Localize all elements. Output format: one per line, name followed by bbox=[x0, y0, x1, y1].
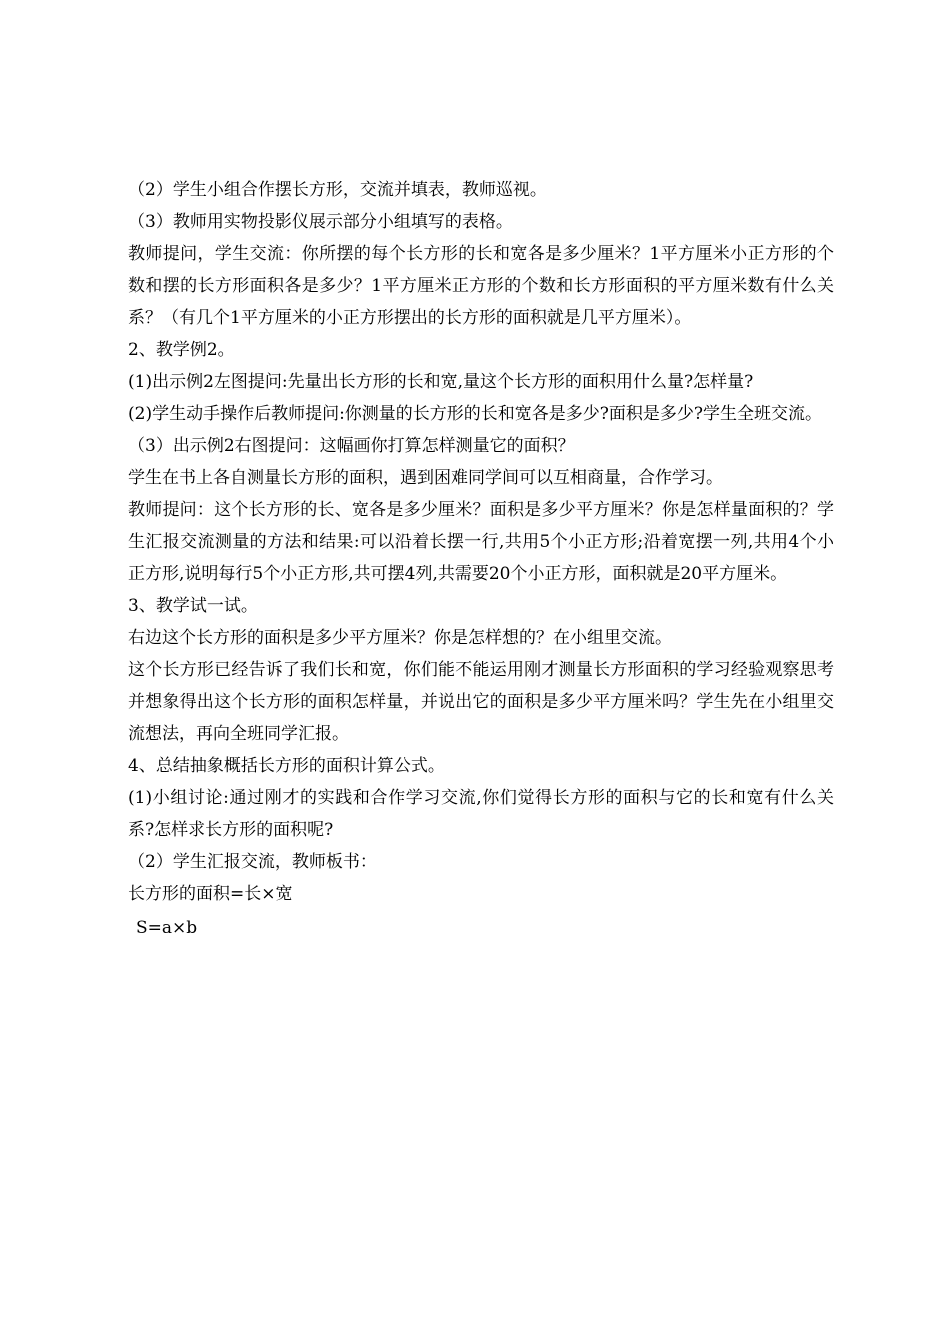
paragraph-step-3-projection: （3）教师用实物投影仪展示部分小组填写的表格。 bbox=[128, 212, 513, 232]
document-body bbox=[128, 174, 834, 944]
paragraph-rectangle-length-width: 这个长方形已经告诉了我们长和宽，你们能不能运用刚才测量长方形面积的学习经验观察思考并想象得出这个长方形的面积怎样量，并说出它的面积是多少平方厘米吗？学生先在小组里交流想法，再向全班同学汇报。 bbox=[128, 660, 834, 744]
formula-area-symbols: S=a×b bbox=[136, 918, 198, 938]
paragraph-teacher-questions: 教师提问，学生交流：你所摆的每个长方形的长和宽各是多少厘米？1平方厘米小正方形的个数和摆的长方形面积各是多少？1平方厘米正方形的个数和长方形面积的平方厘米数有什么关系？（有几个1平方厘米的小正方形摆出的长方形的面积就是几平方厘米）。 bbox=[128, 244, 834, 328]
heading-example-2: 2、教学例2。 bbox=[128, 340, 235, 360]
formula-area-words: 长方形的面积=长×宽 bbox=[128, 884, 293, 904]
paragraph-example-2-left: (1)出示例2左图提问:先量出长方形的长和宽,量这个长方形的面积用什么量?怎样量? bbox=[128, 372, 754, 392]
paragraph-step-2-group-work: （2）学生小组合作摆长方形，交流并填表，教师巡视。 bbox=[128, 180, 547, 200]
paragraph-right-rectangle: 右边这个长方形的面积是多少平方厘米？你是怎样想的？在小组里交流。 bbox=[128, 628, 672, 648]
paragraph-example-2-right: （3）出示例2右图提问：这幅画你打算怎样测量它的面积？ bbox=[128, 436, 575, 456]
paragraph-student-measure: (2)学生动手操作后教师提问:你测量的长方形的长和宽各是多少?面积是多少?学生全班交流。 bbox=[128, 404, 823, 424]
paragraph-group-discussion: (1)小组讨论:通过刚才的实践和合作学习交流,你们觉得长方形的面积与它的长和宽有什么关系?怎样求长方形的面积呢? bbox=[128, 788, 834, 840]
paragraph-student-report: （2）学生汇报交流，教师板书： bbox=[128, 852, 377, 872]
heading-summarize-formula: 4、总结抽象概括长方形的面积计算公式。 bbox=[128, 756, 445, 776]
heading-try-it: 3、教学试一试。 bbox=[128, 596, 258, 616]
paragraph-teacher-asks-area: 教师提问：这个长方形的长、宽各是多少厘米？面积是多少平方厘米？你是怎样量面积的？学生汇报交流测量的方法和结果:可以沿着长摆一行,共用5个小正方形;沿着宽摆一列,共用4个小正方形,说明每行5个小正方形,共可摆4列,共需要20个小正方形，面积就是20平方厘米。 bbox=[128, 500, 834, 584]
paragraph-students-measure-book: 学生在书上各自测量长方形的面积，遇到困难同学间可以互相商量，合作学习。 bbox=[128, 468, 723, 488]
